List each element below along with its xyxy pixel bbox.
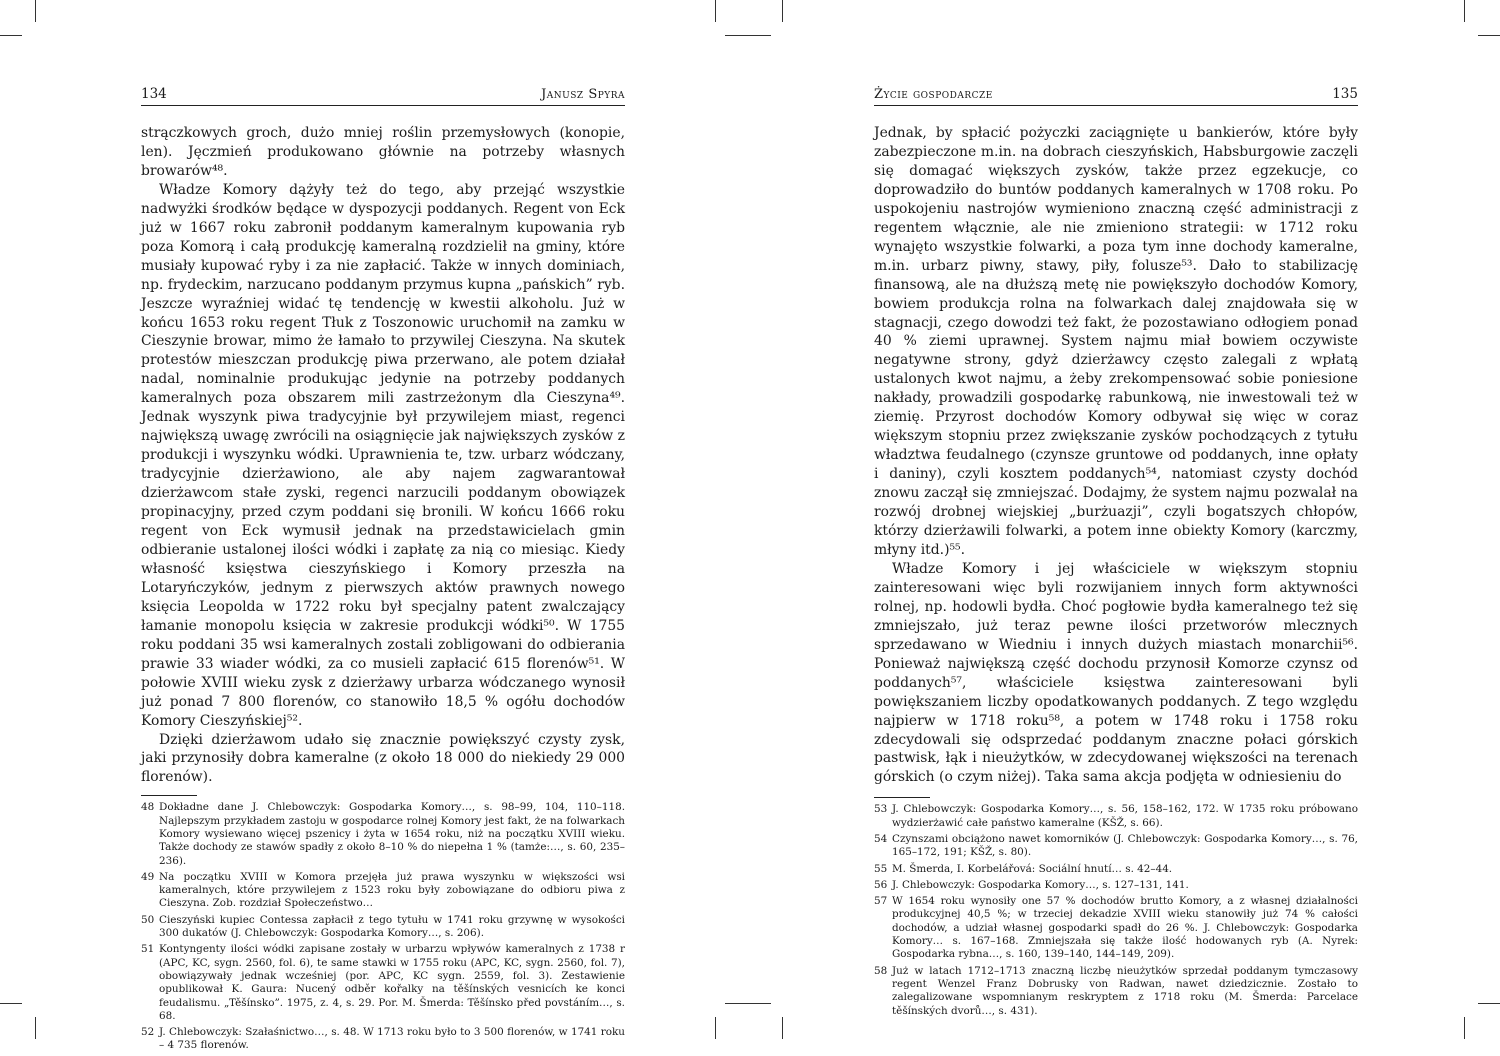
footnote-number: 56 <box>874 878 888 891</box>
crop-mark <box>725 35 771 36</box>
footnote-text: J. Chlebowczyk: Gospodarka Komory…, s. 127–131, 141. <box>892 878 1189 891</box>
footnote <box>141 801 625 867</box>
crop-mark <box>35 0 36 22</box>
footnote-number: 55 <box>874 862 888 875</box>
footnote-text: Kontyngenty ilości wódki zapisane zostały w urbarzu wpływów kameralnych z 1738 r (APC, KC, sygn. 2560, fol. 6), te same stawki w 1755 roku (APC, KC, sygn. 2560, fol. 7), obowiązywały jednak wcześniej (por. APC, KC sygn. 2559, fol. 3). Zestawienie opublikował K. Gaura: Nucený odběr kořalky na těšínských vesnicích ke konci feudalismu. „Těšínsko”. 1975, z. 4, s. 29. Por. M. Šmerda: Těšínsko před povstáním…, s. 68. <box>159 943 625 1022</box>
footnote-text: Czynszami obciążono nawet komorników (J. Chlebowczyk: Gospodarka Komory…, s. 76, 165–172, 191; KŠŽ, s. 80). <box>892 832 1358 859</box>
body-text <box>141 124 625 787</box>
footnote <box>141 914 625 941</box>
crop-mark <box>0 35 22 36</box>
footnote-text: Dokładne dane J. Chlebowczyk: Gospodarka Komory…, s. 98–99, 104, 110–118. Najlepszym przykładem zastoju w gospodarce rolnej Komory jest fakt, że na folwarkach Komory wysiewano więcej pszenicy i żyta w 1654 roku, niż na początku XVIII wieku. Także dochody ze stawów spadły z około 8–10 % do niepełna 1 % (tamże:…, s. 60, 235–236). <box>159 801 625 867</box>
footnote-text: J. Chlebowczyk: Szałaśnictwo…, s. 48. W 1713 roku było to 3 500 florenów, w 1741 roku – 4 735 florenów. <box>159 1026 625 1052</box>
page-header <box>141 86 625 106</box>
crop-mark <box>0 1003 22 1004</box>
running-head: Życie gospodarcze <box>874 87 993 102</box>
crop-mark <box>782 1017 783 1039</box>
crop-mark <box>1464 1017 1465 1039</box>
footnote-text: Cieszyński kupiec Contessa zapłacił z tego tytułu w 1741 roku grzywnę w wysokości 300 dukatów (J. Chlebowczyk: Gospodarka Komory…, s. 206). <box>159 913 625 940</box>
footnote <box>141 871 625 911</box>
footnote <box>874 803 1358 830</box>
running-head: Janusz Spyra <box>541 87 625 102</box>
paragraph: strączkowych groch, dużo mniej roślin przemysłowych (konopie, len). Jęczmień produkowano głównie na potrzeby własnych browarów⁴⁸. <box>141 125 625 179</box>
crop-mark <box>715 0 716 22</box>
footnote-rule <box>141 795 197 796</box>
footnote <box>874 833 1358 860</box>
footnote <box>141 943 625 1023</box>
footnotes <box>141 801 625 1052</box>
footnote <box>874 879 1358 892</box>
crop-mark <box>715 1017 716 1039</box>
footnote-number: 49 <box>141 870 155 883</box>
crop-mark <box>725 1003 771 1004</box>
footnote-number: 50 <box>141 913 155 926</box>
footnote-text: J. Chlebowczyk: Gospodarka Komory…, s. 56, 158–162, 172. W 1735 roku próbowano wydzierżawić całe państwo kameralne (KŠŽ, s. 66). <box>892 803 1358 829</box>
paragraph: Władze Komory dążyły też do tego, aby przejąć wszystkie nadwyżki środków będące w dyspozycji poddanych. Regent von Eck już w 1667 roku zabronił poddanym kameralnym kupowania ryb poza Komorą i całą produkcję kameralną rozdzielił na gminy, które musiały kupować ryby i za nie zapłacić. Także w innych dominiach, np. frydeckim, narzucano poddanym przymus kupna „pańskich” ryb. Jeszcze wyraźniej widać tę tendencję w kwestii alkoholu. Już w końcu 1653 roku regent Tłuk z Toszonowic uruchomił na zamku w Cieszynie browar, mimo że łamało to przywilej Cieszyna. Na skutek protestów mieszczan produkcję piwa przerwano, ale potem działał nadal, nominalnie produkując jedynie na potrzeby poddanych kameralnych poza obszarem mili zastrzeżonym dla Cieszyna⁴⁹. Jednak wyszynk piwa tradycyjnie był przywilejem miast, regenci największą uwagę zwrócili na osiągnięcie jak największych zysków z produkcji i wyszynku wódki. Uprawnienia te, tzw. urbarz wódczany, tradycyjnie dzierżawiono, ale aby najem zagwarantował dzierżawcom stałe zyski, regenci narzucili poddanym obowiązek propinacyjny, przed czym poddani się bronili. W końcu 1666 roku regent von Eck wymusił jednak na przedstawicielach gmin odbieranie ustalonej ilości wódki i zapłatę za nią co miesiąc. Kiedy własność księstwa cieszyńskiego i Komory przeszła na Lotaryńczyków, jednym z pierwszych aktów prawnych nowego księcia Leopolda w 1722 roku był specjalny patent zwalczający łamanie monopolu księcia w zakresie produkcji wódki⁵⁰. W 1755 roku poddani 35 wsi kameralnych zostali zobligowani do odbierania prawie 33 wiader wódki, za co musieli zapłacić 615 florenów⁵¹. W połowie XVIII wieku zysk z dzierżawy urbarza wódczanego wynosił już ponad 7 800 florenów, co stanowiło 18,5 % ogółu dochodów Komory Cieszyńskiej⁵². <box>141 181 625 729</box>
footnote <box>141 1026 625 1053</box>
footnote <box>874 965 1358 1018</box>
crop-mark <box>1464 0 1465 22</box>
footnote-text: Na początku XVIII w Komora przejęła już prawa wyszynku w większości wsi kameralnych, które przywilejem z 1523 roku były zobowiązane do odbioru piwa z Cieszyna. Zob. rozdział Społeczeństwo… <box>159 870 625 910</box>
right-page <box>874 86 1358 1021</box>
left-page <box>141 86 625 1056</box>
paragraph: Władze Komory i jej właściciele w większym stopniu zainteresowani więc byli rozwijaniem innych form aktywności rolnej, np. hodowli bydła. Choć pogłowie bydła kameralnego też się zmniejszało, już teraz pewne ilości przetworów mlecznych sprzedawano w Wiedniu i innych dużych miastach monarchii⁵⁶. Ponieważ największą część dochodu przynosił Komorze czynsz od poddanych⁵⁷, właściciele księstwa zainteresowani byli powiększaniem liczby opodatkowanych poddanych. Z tego względu najpierw w 1718 roku⁵⁸, a potem w 1748 roku i 1758 roku zdecydowali się odsprzedać poddanym znaczne połaci górskich pastwisk, łąk i nieużytków, w zdecydowanej większości na terenach górskich (o czym niżej). Taka sama akcja podjęta w odniesieniu do <box>874 560 1358 786</box>
crop-mark <box>1478 1003 1500 1004</box>
footnote-number: 58 <box>874 964 888 977</box>
page-number: 134 <box>141 86 167 102</box>
footnote-text: M. Šmerda, I. Korbelářová: Sociální hnutí… s. 42–44. <box>892 862 1173 875</box>
footnote-number: 51 <box>141 943 155 956</box>
crop-mark <box>1478 35 1500 36</box>
footnote-number: 52 <box>141 1026 155 1039</box>
paragraph: Jednak, by spłacić pożyczki zaciągnięte u bankierów, które były zabezpieczone m.in. na dobrach cieszyńskich, Habsburgowie zaczęli się domagać większych zysków, także przez egzekucje, co doprowadziło do buntów poddanych kameralnych w 1708 roku. Po uspokojeniu nastrojów wymieniono znaczną część administracji z regentem włącznie, ale nie zmieniono strategii: w 1712 roku wynajęto wszystkie folwarki, a poza tym inne dochody kameralne, m.in. urbarz piwny, stawy, piły, folusze⁵³. Dało to stabilizację finansową, ale na dłuższą metę nie powiększyło dochodów Komory, bowiem produkcja rolna na folwarkach dalej znajdowała się w stagnacji, czego dowodzi też fakt, że pozostawiano odłogiem ponad 40 % ziemi uprawnej. System najmu miał bowiem oczywiste negatywne strony, gdyż dzierżawcy często zalegali z wpłatą ustalonych kwot najmu, a żeby zrekompensować sobie poniesione nakłady, prowadzili gospodarkę rabunkową, nie inwestowali też w ziemię. Przyrost dochodów Komory odbywał się więc w coraz większym stopniu przez zwiększanie zysków pochodzących z tytułu władztwa feudalnego (czynsze gruntowe od poddanych, inne opłaty i daniny), czyli kosztem poddanych⁵⁴, natomiast czysty dochód znowu zaczął się zmniejszać. Dodajmy, że system najmu pozwalał na rozwój drobnej wiejskiej „burżuazji”, czyli bogatszych chłopów, którzy dzierżawili folwarki, a potem inne obiekty Komory (karczmy, młyny itd.)⁵⁵. <box>874 125 1358 558</box>
footnote-text: Już w latach 1712–1713 znaczną liczbę nieużytków sprzedał poddanym tymczasowy regent Wenzel Franz Dobrusky von Radwan, nawet dziedzicznie. Zostało to zalegalizowane wspomnianym reskryptem z 1718 roku (M. Šmerda: Parcelace těšínských dvorů…, s. 431). <box>892 964 1358 1017</box>
page-header <box>874 86 1358 106</box>
body-text <box>874 124 1358 787</box>
footnote-rule <box>874 797 930 798</box>
footnote-number: 48 <box>141 801 155 814</box>
footnote-text: W 1654 roku wynosiły one 57 % dochodów brutto Komory, a z własnej działalności produkcyjnej 40,5 %; w trzeciej dekadzie XVIII wieku stanowiły już 74 % całości dochodów, a udział własnej gospodarki spadł do 26 %. J. Chlebowczyk: Gospodarka Komory… s. 167–168. Zmniejszała się także ilość hodowanych ryb (A. Nyrek: Gospodarka rybna…, s. 160, 139–140, 144–149, 209). <box>892 895 1358 961</box>
crop-mark <box>35 1017 36 1039</box>
footnote-number: 54 <box>874 832 888 845</box>
paragraph: Dzięki dzierżawom udało się znacznie powiększyć czysty zysk, jaki przynosiły dobra kameralne (z około 18 000 do niekiedy 29 000 florenów). <box>141 731 625 786</box>
footnote <box>874 895 1358 961</box>
footnote-number: 57 <box>874 895 888 908</box>
crop-mark <box>782 0 783 22</box>
page-number: 135 <box>1332 86 1358 102</box>
footnote-number: 53 <box>874 803 888 816</box>
footnote <box>874 863 1358 876</box>
footnotes <box>874 803 1358 1017</box>
